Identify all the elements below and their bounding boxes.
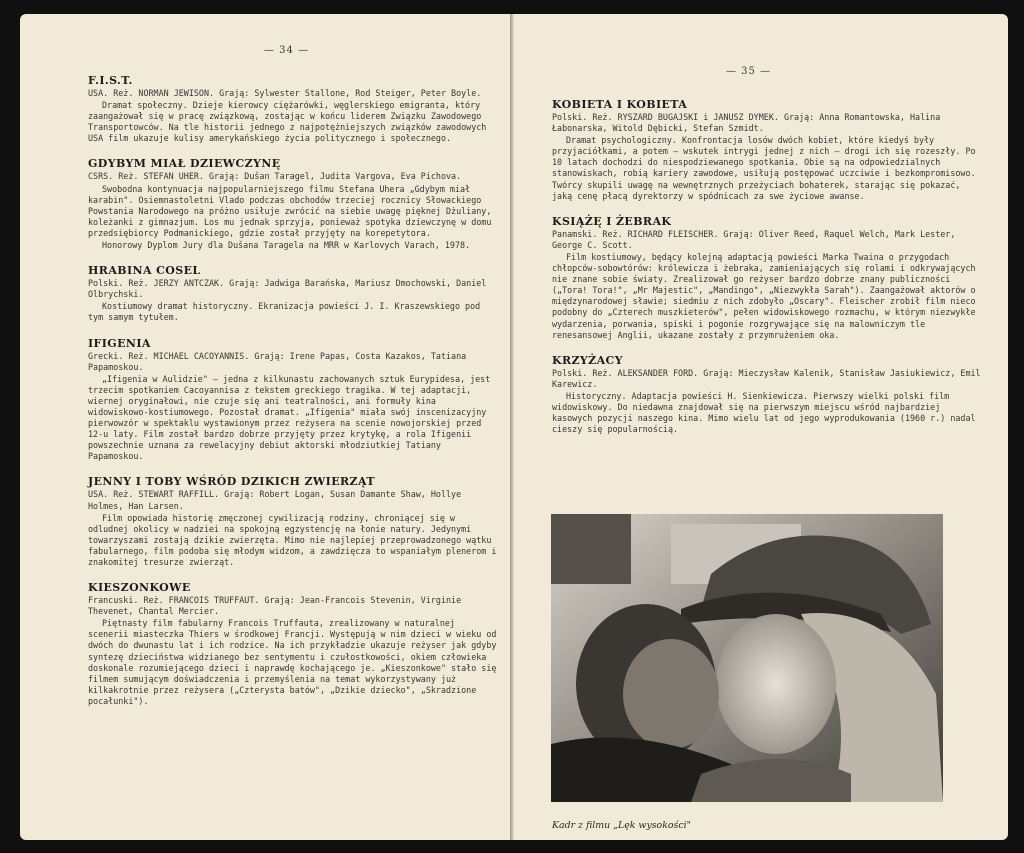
film-title: KIESZONKOWE [88,581,191,595]
film-description: Dramat społeczny. Dzieje kierowcy ciężarówki, węglerskiego emigranta, który zaangażował się w pracę związkową, zostając w końcu liderem Związku Zawodowego Transportowców. Na tle historii jednego z najpotężniejszych związków zawodowych USA film ukazuje kulisy amerykańskiego życia politycznego i społecznego. [88,100,487,144]
film-description: Dramat psychologiczny. Konfrontacja losów dwóch kobiet, które kiedyś były przyjaciółkami, a potem — wskutek intrygi jednej z nich — drogi ich się rozeszły. Po 10 latach dochodzi do niespodziewanego spotkania. Obie są na odpowiedzialnych stanowiskach, robią kariery zawodowe, usiłują postępować uczciwie i bezkompromisowo. Twórcy skupili uwagę na wewnętrznych przeżyciach bohaterek, starając się pokazać, jaką cenę płacą dyrektorzy w spódnicach za swe życiowe awanse. [552,135,976,201]
film-credits: Panamski. Reż. RICHARD FLEISCHER. Grają: Oliver Reed, Raquel Welch, Mark Lester, George C. Scott. [552,228,956,250]
right-page [514,14,1008,840]
film-still-photo [551,514,943,802]
film-entry [88,157,498,251]
right-column [552,98,982,448]
film-title: KRZYŻACY [552,353,623,367]
film-entry [88,581,498,707]
film-title: KSIĄŻĘ I ŻEBRAK [552,214,672,228]
film-credits: USA. Reż. STEWART RAFFILL. Grają: Robert Logan, Susan Damante Shaw, Hollye Holmes, Han Larsen. [88,489,462,511]
film-credits: Polski. Reż. RYSZARD BUGAJSKI i JANUSZ DYMEK. Grają: Anna Romantowska, Halina Łabonarska, Witold Dębicki, Stefan Szmidt. [552,112,941,134]
left-page [20,14,510,840]
film-entry [88,475,498,568]
film-description: Swobodna kontynuacja najpopularniejszego filmu Stefana Uhera „Gdybym miał karabin". Osiemnastoletni Vlado podczas obchodów trzeciej rocznicy Słowackiego Powstania Narodowego na próżno usiłuje zwrócić na siebie uwagę pięknej Dżuliany, koleżanki z gimnazjum. Los mu jednak sprzyja, ponieważ spotyka dziewczynę w domu przedsiębiorcy Podmanickiego, gdzie został przyjęty na korepetytora. [88,183,492,238]
photo-image [551,514,943,802]
film-credits: CSRS. Reż. STEFAN UHER. Grają: Dušan Taragel, Judita Vargova, Eva Pichova. [88,171,462,182]
film-title: JENNY I TOBY WŚRÓD DZIKICH ZWIERZĄT [88,475,375,489]
film-credits: Polski. Reż. JERZY ANTCZAK. Grają: Jadwiga Barańska, Mariusz Dmochowski, Daniel Olbrychski. [88,278,487,300]
film-description: Film opowiada historię zmęczonej cywilizacją rodziny, chroniącej się w odludnej okolicy w nadziei na spokojną egzystencję na łonie natury. Jedynymi towarzyszami zostają dzikie zwierzęta. Mimo nie najlepiej przeprowadzonego wątku fabularnego, film podoba się młodym widzom, a zawdzięcza to wspaniałym plenerom i znakomitej tresurze zwierząt. [88,512,497,567]
film-credits: Grecki. Reż. MICHAEL CACOYANNIS. Grają: Irene Papas, Costa Kazakos, Tatiana Papamoskou. [88,350,467,372]
page-number-right: — 35 — [726,66,772,77]
film-description: Kostiumowy dramat historyczny. Ekranizacja powieści J. I. Kraszewskiego pod tym samym tytułem. [88,301,481,323]
film-title: HRABINA COSEL [88,264,201,278]
film-credits: USA. Reż. NORMAN JEWISON. Grają: Sylwester Stallone, Rod Steiger, Peter Boyle. [88,88,482,98]
film-note: Honorowy Dyplom Jury dla Dušana Taragela na MRR w Karlovych Varach, 1978. [102,240,471,251]
photo-caption: Kadr z filmu „Lęk wysokości" [552,820,691,831]
film-description: Historyczny. Adaptacja powieści H. Sienkiewicza. Pierwszy wielki polski film widowiskowy. Do niedawna znajdował się na pierwszym miejscu wśród najbardziej kasowych pozycji naszego kina. Mimo wielu lat od jego wyprodukowania (1960 r.) nadal cieszy się popularnością. [552,390,976,435]
left-column [88,74,498,720]
page-number-left: — 34 — [264,45,310,56]
film-title: IFIGENIA [88,336,151,350]
film-entry [552,354,982,436]
film-entry [88,337,498,463]
film-description: „Ifigenia w Aulidzie" — jedna z kilkunastu zachowanych sztuk Eurypidesa, jest trzecim spotkaniem Cacoyannisa z tekstem greckiego tragika. W tej adaptacji, wiernej oryginałowi, nie czuje się ani teatralności, ani formuły kina widowiskowo-kostiumowego. Pozostał dramat. „Ifigenia" miała swój inscenizacyjny pierwowzór w spektaklu wystawionym przez reżysera na scenie nowojorskiej przed 12-u laty. Film został bardzo dobrze przyjęty przez krytykę, a rola Ifigenii powszechnie uznana za rewelacyjny debiut aktorski młodziutkiej Tatiany Papamoskou. [88,373,491,462]
film-entry [552,98,982,202]
film-title: KOBIETA I KOBIETA [552,98,688,111]
film-credits: Francuski. Reż. FRANCOIS TRUFFAUT. Grają: Jean-Francois Stevenin, Virginie Thevenet, Chantal Mercier. [88,595,462,617]
film-title: F.I.S.T. [88,74,133,87]
film-description: Piętnasty film fabularny Francois Truffauta, zrealizowany w naturalnej scenerii miasteczka Thiers w środkowej Francji. Występują w nim dzieci w wieku od dwóch do dwunastu lat i ich rodzice. Na ich przykładzie ukazuje reżyser jak gdyby syntezę dzieciństwa widzianego bez sentymentu i czułostkowości, okiem człowieka doskonale rozumiejącego dzieci i naprawdę kochającego je. „Kieszonkowe" stało się filmem sumującym doświadczenia i przemyślenia na temat wykorzystywany już kilkakrotnie przez reżysera („Czterysta batów", „Dzikie dziecko", „Skradzione pocałunki"). [88,618,497,706]
film-credits: Polski. Reż. ALEKSANDER FORD. Grają: Mieczysław Kalenik, Stanisław Jasiukiewicz, Emil Karewicz. [552,367,981,389]
film-title: GDYBYM MIAŁ DZIEWCZYNĘ [88,157,281,171]
film-description: Film kostiumowy, będący kolejną adaptacją powieści Marka Twaina o przygodach chłopców-sobowtórów: królewicza i żebraka, zamieniających się rolami i odkrywających nie znane sobie światy. Zrealizował go reżyser bardzo dobrze znany publiczności („Tora! Tora!", „Mr Majestic", „Mandingo", „Niezwykła Sarah"). Zaangażował aktorów o międzynarodowej sławie; siedmiu z nich zdobyło „Oscary". Fleischer zrobił film nieco podobny do „Czterech muszkieterów", pełen widowiskowego rozmachu, w którym niezwykłe wydarzenia, porwania, spiski i pogonie rozgrywające się na malowniczym tle renesansowej Anglii, ukazane zostały z przymrużeniem oka. [552,251,976,340]
film-entry [552,215,982,341]
film-entry [88,264,498,323]
film-entry [88,74,498,144]
